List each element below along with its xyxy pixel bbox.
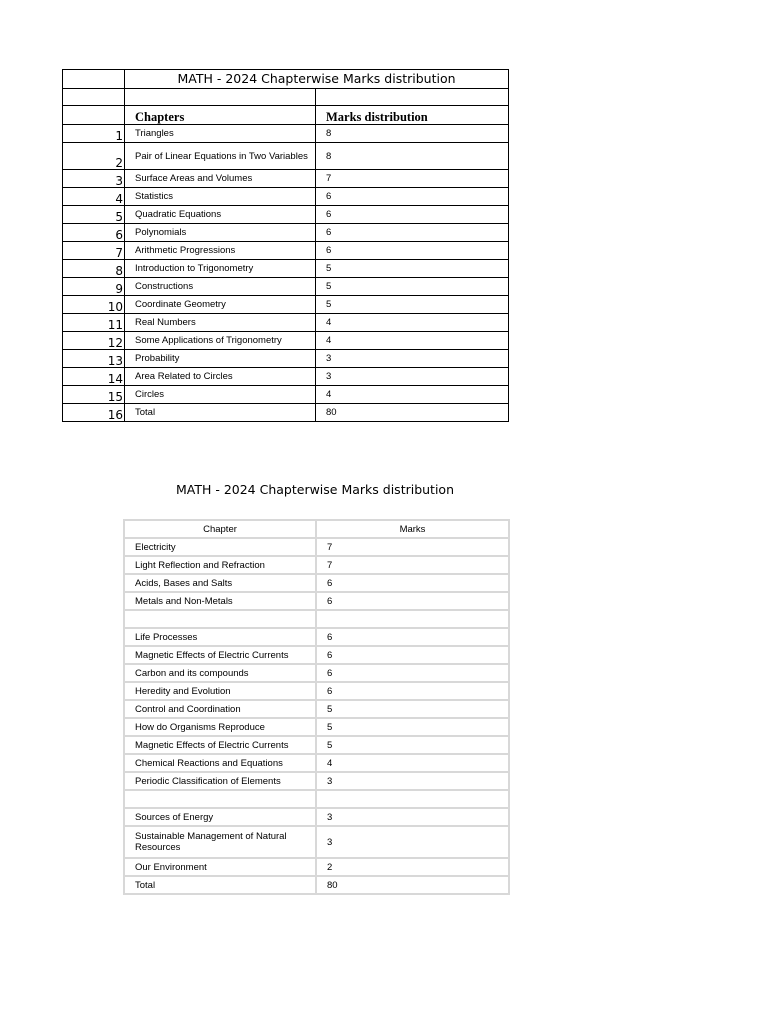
table-row	[124, 754, 509, 772]
marks-table-1	[62, 69, 509, 422]
chapter-cell: Chemical Reactions and Equations	[124, 754, 316, 772]
marks-cell: 6	[316, 206, 509, 224]
marks-cell: 3	[316, 808, 509, 826]
chapter-cell: Statistics	[125, 188, 316, 206]
table-row	[124, 858, 509, 876]
chapter-cell: Life Processes	[124, 628, 316, 646]
table-row	[124, 628, 509, 646]
chapter-cell: Pair of Linear Equations in Two Variables	[125, 143, 316, 170]
table-row	[124, 876, 509, 894]
table-row	[124, 646, 509, 664]
table-title: MATH - 2024 Chapterwise Marks distribution	[125, 70, 509, 89]
table-row	[124, 718, 509, 736]
row-number: 15	[63, 386, 125, 404]
marks-cell: 6	[316, 188, 509, 206]
table-row	[63, 296, 509, 314]
marks-cell: 5	[316, 700, 509, 718]
marks-cell: 2	[316, 858, 509, 876]
chapter-cell: Constructions	[125, 278, 316, 296]
chapter-cell: Light Reflection and Refraction	[124, 556, 316, 574]
marks-cell: 5	[316, 296, 509, 314]
row-number: 9	[63, 278, 125, 296]
table-row	[63, 386, 509, 404]
marks-cell	[316, 610, 509, 628]
marks-cell: 4	[316, 332, 509, 350]
chapter-cell: Carbon and its compounds	[124, 664, 316, 682]
chapter-cell: Control and Coordination	[124, 700, 316, 718]
chapter-cell: Heredity and Evolution	[124, 682, 316, 700]
table-row	[124, 538, 509, 556]
chapter-cell: Some Applications of Trigonometry	[125, 332, 316, 350]
table-row	[124, 790, 509, 808]
chapter-cell: Circles	[125, 386, 316, 404]
second-title: MATH - 2024 Chapterwise Marks distribution	[175, 482, 455, 497]
chapter-cell: Polynomials	[125, 224, 316, 242]
table-row	[63, 125, 509, 143]
row-number: 14	[63, 368, 125, 386]
chapter-cell: Sustainable Management of Natural Resources	[124, 826, 316, 858]
marks-cell: 6	[316, 574, 509, 592]
table-row	[63, 278, 509, 296]
marks-cell: 3	[316, 826, 509, 858]
header-chapter: Chapter	[124, 520, 316, 538]
table-row	[63, 368, 509, 386]
marks-cell: 4	[316, 314, 509, 332]
marks-cell: 6	[316, 628, 509, 646]
table-row	[124, 556, 509, 574]
table-row	[63, 404, 509, 422]
header-chapters: Chapters	[125, 106, 316, 125]
table-row	[124, 772, 509, 790]
chapter-cell: Triangles	[125, 125, 316, 143]
chapter-cell: How do Organisms Reproduce	[124, 718, 316, 736]
row-number: 6	[63, 224, 125, 242]
row-number: 3	[63, 170, 125, 188]
blank-cell	[316, 89, 509, 106]
marks-cell: 7	[316, 170, 509, 188]
table-row	[124, 574, 509, 592]
blank-cell	[125, 89, 316, 106]
marks-cell: 80	[316, 404, 509, 422]
row-number: 11	[63, 314, 125, 332]
row-number: 10	[63, 296, 125, 314]
marks-cell: 4	[316, 754, 509, 772]
table-row	[124, 610, 509, 628]
row-number: 8	[63, 260, 125, 278]
table-row	[124, 664, 509, 682]
table-row	[63, 260, 509, 278]
chapter-cell: Magnetic Effects of Electric Currents	[124, 736, 316, 754]
marks-cell: 6	[316, 224, 509, 242]
chapter-cell: Real Numbers	[125, 314, 316, 332]
table-row	[63, 170, 509, 188]
marks-cell	[316, 790, 509, 808]
table-row	[63, 143, 509, 170]
chapter-cell: Sources of Energy	[124, 808, 316, 826]
marks-cell: 6	[316, 592, 509, 610]
table-row	[63, 332, 509, 350]
marks-cell: 5	[316, 736, 509, 754]
table-row	[124, 826, 509, 858]
marks-cell: 80	[316, 876, 509, 894]
marks-cell: 3	[316, 772, 509, 790]
marks-cell: 4	[316, 386, 509, 404]
header-marks: Marks	[316, 520, 509, 538]
row-number: 13	[63, 350, 125, 368]
chapter-cell: Our Environment	[124, 858, 316, 876]
table-row	[63, 242, 509, 260]
marks-cell: 6	[316, 664, 509, 682]
table-row	[63, 350, 509, 368]
marks-cell: 7	[316, 556, 509, 574]
table-row	[63, 314, 509, 332]
chapter-cell: Magnetic Effects of Electric Currents	[124, 646, 316, 664]
marks-cell: 5	[316, 718, 509, 736]
table-row	[63, 188, 509, 206]
chapter-cell	[124, 610, 316, 628]
row-number: 12	[63, 332, 125, 350]
table-row	[63, 224, 509, 242]
marks-cell: 6	[316, 646, 509, 664]
table-row	[124, 682, 509, 700]
marks-cell: 6	[316, 682, 509, 700]
row-number: 16	[63, 404, 125, 422]
marks-cell: 8	[316, 143, 509, 170]
row-number: 1	[63, 125, 125, 143]
blank-cell	[63, 89, 125, 106]
marks-table-2	[123, 519, 510, 895]
chapter-cell: Total	[124, 876, 316, 894]
table-row	[63, 206, 509, 224]
chapter-cell: Introduction to Trigonometry	[125, 260, 316, 278]
chapter-cell: Metals and Non-Metals	[124, 592, 316, 610]
table-row	[124, 808, 509, 826]
marks-cell: 3	[316, 368, 509, 386]
marks-cell: 6	[316, 242, 509, 260]
marks-cell: 5	[316, 278, 509, 296]
chapter-cell: Arithmetic Progressions	[125, 242, 316, 260]
chapter-cell: Surface Areas and Volumes	[125, 170, 316, 188]
chapter-cell: Area Related to Circles	[125, 368, 316, 386]
chapter-cell: Acids, Bases and Salts	[124, 574, 316, 592]
header-marks: Marks distribution	[316, 106, 509, 125]
chapter-cell: Periodic Classification of Elements	[124, 772, 316, 790]
row-number: 4	[63, 188, 125, 206]
chapter-cell: Probability	[125, 350, 316, 368]
chapter-cell: Quadratic Equations	[125, 206, 316, 224]
table-header-row	[124, 520, 509, 538]
blank-row	[63, 89, 509, 106]
table-title-row	[63, 70, 509, 89]
row-number: 7	[63, 242, 125, 260]
chapter-cell: Coordinate Geometry	[125, 296, 316, 314]
table-row	[124, 592, 509, 610]
row-number: 2	[63, 143, 125, 170]
table-header-row	[63, 106, 509, 125]
table-row	[124, 736, 509, 754]
row-number: 5	[63, 206, 125, 224]
chapter-cell	[124, 790, 316, 808]
marks-cell: 7	[316, 538, 509, 556]
marks-cell: 5	[316, 260, 509, 278]
marks-cell: 8	[316, 125, 509, 143]
blank-cell	[63, 106, 125, 125]
blank-cell	[63, 70, 125, 89]
chapter-cell: Total	[125, 404, 316, 422]
marks-cell: 3	[316, 350, 509, 368]
table-row	[124, 700, 509, 718]
chapter-cell: Electricity	[124, 538, 316, 556]
